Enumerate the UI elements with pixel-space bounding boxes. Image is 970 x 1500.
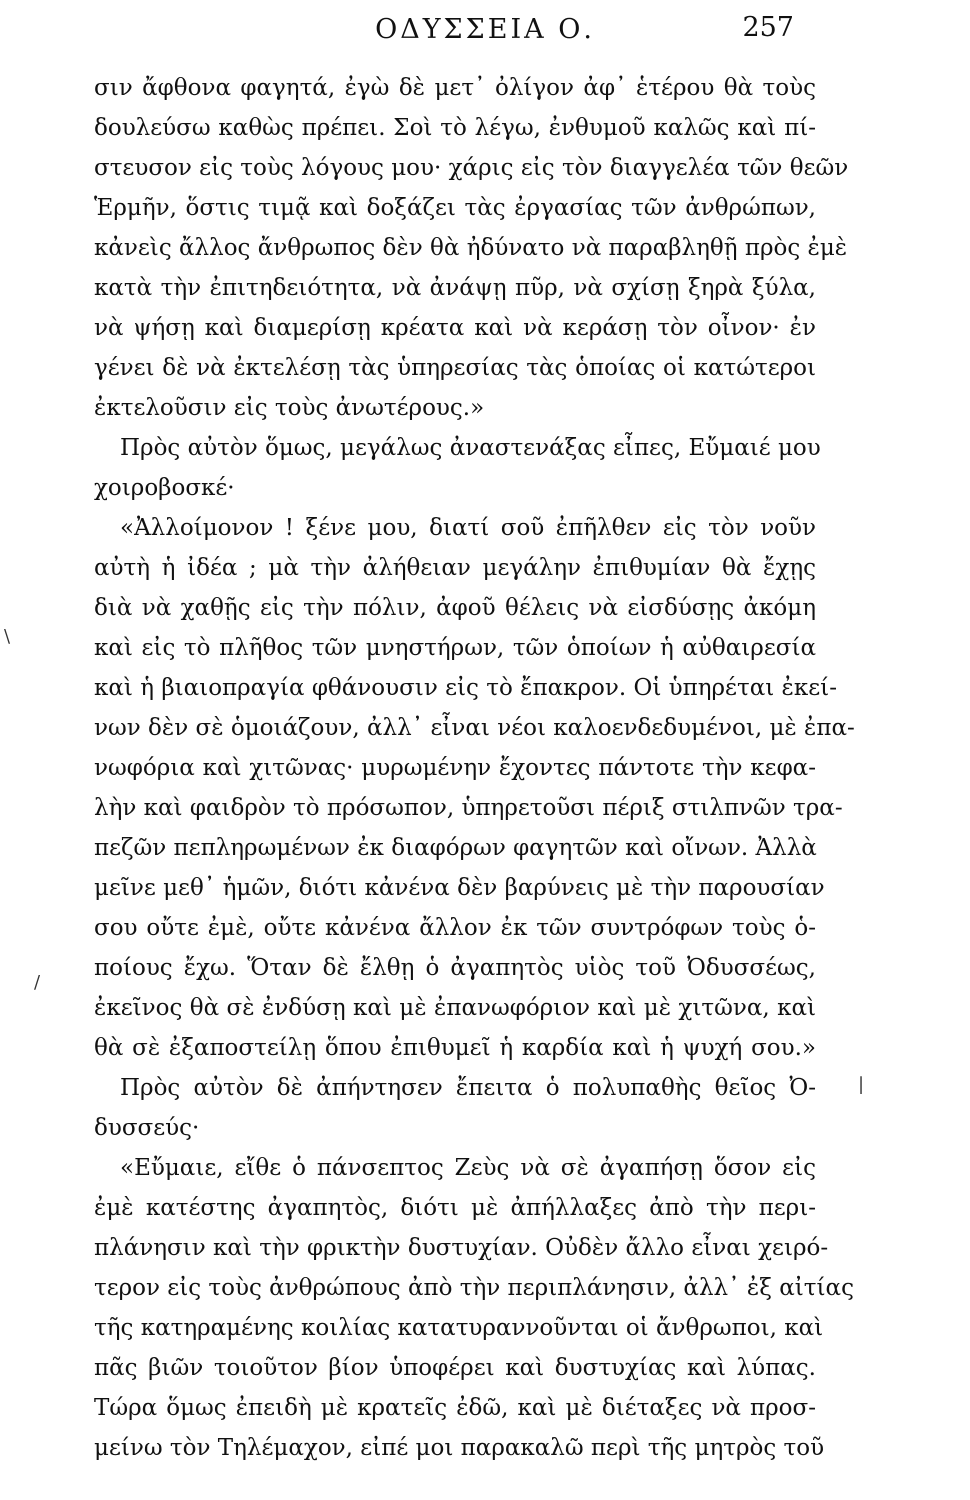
text-line: μείνω τὸν Τηλέμαχον, εἰπέ μοι παρακαλῶ περὶ τῆς μητρὸς τοῦ: [94, 1435, 825, 1461]
text-line: πλάνησιν καὶ τὴν φρικτὴν δυστυχίαν. Οὐδὲν ἄλλο εἶναι χειρό-: [94, 1235, 829, 1261]
text-line: τερον εἰς τοὺς ἀνθρώπους ἀπὸ τὴν περιπλάνησιν, ἀλλ᾽ ἐξ αἰτίας: [94, 1275, 854, 1301]
text-line: κἀνεὶς ἄλλος ἄνθρωπος δὲν θὰ ἠδύνατο νὰ παραβληθῇ πρὸς ἐμὲ: [94, 235, 848, 261]
text-line: Πρὸς αὐτὸν ὅμως, μεγάλως ἀναστενάξας εἶπες, Εὔμαιέ μου: [120, 435, 821, 461]
running-title: ΟΔΥΣΣΕΙΑ Ο.: [375, 14, 595, 45]
text-line: νωφόρια καὶ χιτῶνας· μυρωμένην ἔχοντες πάντοτε τὴν κεφα-: [94, 755, 816, 781]
text-line: διὰ νὰ χαθῇς εἰς τὴν πόλιν, ἀφοῦ θέλεις νὰ εἰσδύσῃς ἀκόμη: [94, 595, 816, 621]
text-line: Πρὸς αὐτὸν δὲ ἀπήντησεν ἔπειτα ὁ πολυπαθὴς θεῖος Ὀ-: [120, 1075, 816, 1101]
text-line: νὰ ψήσῃ καὶ διαμερίσῃ κρέατα καὶ νὰ κεράσῃ τὸν οἶνον· ἐν: [94, 315, 816, 341]
text-line: Ἑρμῆν, ὅστις τιμᾷ καὶ δοξάζει τὰς ἐργασίας τῶν ἀνθρώπων,: [94, 195, 816, 221]
text-line: σου οὔτε ἐμὲ, οὔτε κἀνένα ἄλλον ἐκ τῶν συντρόφων τοὺς ὁ-: [94, 915, 816, 941]
text-line: καὶ ἡ βιαιοπραγία φθάνουσιν εἰς τὸ ἔπακρον. Οἱ ὑπηρέται ἐκεί-: [94, 675, 837, 701]
text-line: γένει δὲ νὰ ἐκτελέσῃ τὰς ὑπηρεσίας τὰς ὁποίας οἱ κατώτεροι: [94, 355, 816, 381]
text-line: τῆς κατηραμένης κοιλίας κατατυραννοῦνται οἱ ἄνθρωποι, καὶ: [94, 1315, 824, 1341]
text-line: Τώρα ὅμως ἐπειδὴ μὲ κρατεῖς ἐδῶ, καὶ μὲ διέταξες νὰ προσ-: [94, 1395, 816, 1421]
text-line: σιν ἄφθονα φαγητά, ἐγὼ δὲ μετ᾽ ὀλίγον ἀφ᾽ ἑτέρου θὰ τοὺς: [94, 75, 816, 101]
text-line: θὰ σὲ ἐξαποστείλῃ ὅπου ἐπιθυμεῖ ἡ καρδία καὶ ἡ ψυχή σου.»: [94, 1035, 816, 1061]
margin-tick-mark: /: [34, 972, 41, 993]
text-line: ἐμὲ κατέστης ἀγαπητὸς, διότι μὲ ἀπήλλαξες ἀπὸ τὴν περι-: [94, 1195, 816, 1221]
text-line: αὐτὴ ἡ ἰδέα ; μὰ τὴν ἀλήθειαν μεγάλην ἐπιθυμίαν θὰ ἔχῃς: [94, 555, 816, 581]
text-line: ἐκεῖνος θὰ σὲ ἐνδύσῃ καὶ μὲ ἐπανωφόριον καὶ μὲ χιτῶνα, καὶ: [94, 995, 816, 1021]
text-line: μεῖνε μεθ᾽ ἡμῶν, διότι κἀνένα δὲν βαρύνεις μὲ τὴν παρουσίαν: [94, 875, 825, 901]
page-number: 257: [742, 12, 794, 43]
text-line: πᾶς βιῶν τοιοῦτον βίον ὑποφέρει καὶ δυστυχίας καὶ λύπας.: [94, 1355, 816, 1381]
text-line: χοιροβοσκέ·: [94, 475, 235, 501]
text-line: δυσσεύς·: [94, 1115, 200, 1141]
text-line: πεζῶν πεπληρωμένων ἐκ διαφόρων φαγητῶν καὶ οἴνων. Ἀλλὰ: [94, 835, 817, 861]
margin-tick-mark: |: [858, 1074, 865, 1095]
text-line: «Ἀλλοίμονον ! ξένε μου, διατί σοῦ ἐπῆλθεν εἰς τὸν νοῦν: [120, 515, 816, 541]
text-line: λὴν καὶ φαιδρὸν τὸ πρόσωπον, ὑπηρετοῦσι πέριξ στιλπνῶν τρα-: [94, 795, 843, 821]
text-line: στευσον εἰς τοὺς λόγους μου· χάρις εἰς τὸν διαγγελέα τῶν θεῶν: [94, 155, 849, 181]
text-line: δουλεύσω καθὼς πρέπει. Σοὶ τὸ λέγω, ἐνθυμοῦ καλῶς καὶ πί-: [94, 115, 816, 141]
text-line: «Εὔμαιε, εἴθε ὁ πάνσεπτος Ζεὺς νὰ σὲ ἀγαπήσῃ ὅσον εἰς: [120, 1155, 816, 1181]
text-line: ποίους ἔχω. Ὅταν δὲ ἔλθῃ ὁ ἀγαπητὸς υἱὸς τοῦ Ὀδυσσέως,: [94, 955, 816, 981]
text-line: νων δὲν σὲ ὁμοιάζουν, ἀλλ᾽ εἶναι νέοι καλοενδεδυμένοι, μὲ ἐπα-: [94, 715, 855, 741]
text-line: ἐκτελοῦσιν εἰς τοὺς ἀνωτέρους.»: [94, 395, 485, 421]
text-line: καὶ εἰς τὸ πλῆθος τῶν μνηστήρων, τῶν ὁποίων ἡ αὐθαιρεσία: [94, 635, 816, 661]
text-line: κατὰ τὴν ἐπιτηδειότητα, νὰ ἀνάψῃ πῦρ, νὰ σχίσῃ ξηρὰ ξύλα,: [94, 275, 816, 301]
margin-tick-mark: \: [4, 626, 11, 647]
